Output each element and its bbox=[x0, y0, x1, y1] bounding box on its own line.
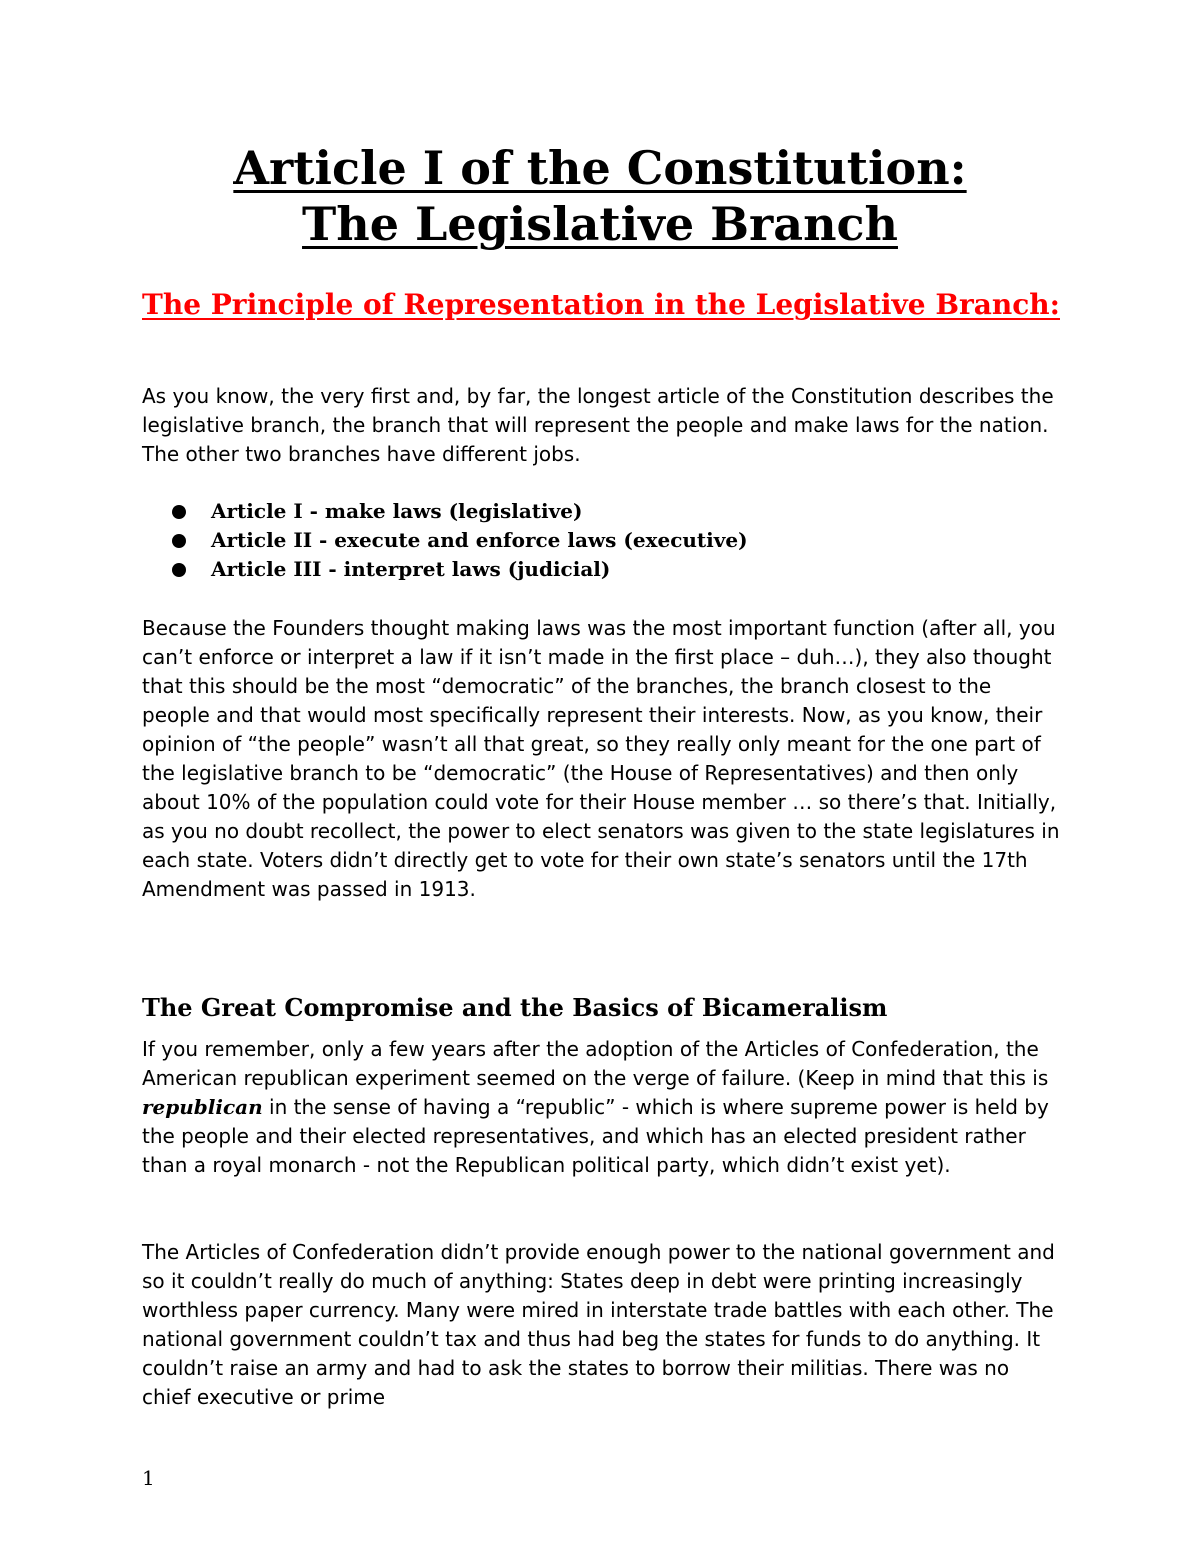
bullet-icon bbox=[172, 505, 186, 519]
list-item bbox=[172, 526, 748, 555]
articles-weakness-paragraph: The Articles of Confederation didn’t provide enough power to the national government and so it couldn’t really do much of anything: States deep in debt were printing increasingly worthless paper currency. Many were mired in interstate trade battles with each other. The national government couldn’t tax and thus had beg the states for funds to do anything. It couldn’t raise an army and had to ask the states to borrow their militias. There was no chief executive or prime bbox=[142, 1240, 1055, 1409]
title-line-2: The Legislative Branch bbox=[302, 197, 898, 251]
bullet-icon bbox=[172, 534, 186, 548]
emphasized-word: republican bbox=[142, 1095, 263, 1119]
list-item-text: Article I - make laws (legislative) bbox=[211, 499, 583, 523]
section-heading-great-compromise: The Great Compromise and the Basics of Bicameralism bbox=[142, 993, 888, 1022]
confederation-paragraph bbox=[142, 1035, 1062, 1180]
bullet-icon bbox=[172, 563, 186, 577]
title-line-1: Article I of the Constitution: bbox=[233, 141, 967, 195]
paragraph-text: in the sense of having a “republic” - which is where supreme power is held by the people and their elected representatives, and which has an elected president rather than a royal monarch - not the Republican political party, which didn’t exist yet). bbox=[142, 1095, 1049, 1177]
section-heading-representation: The Principle of Representation in the Legislative Branch: bbox=[142, 288, 1060, 321]
list-item-text: Article II - execute and enforce laws (executive) bbox=[211, 528, 748, 552]
document-title bbox=[0, 140, 1200, 252]
list-item bbox=[172, 555, 748, 584]
page-number: 1 bbox=[142, 1466, 155, 1490]
list-item bbox=[172, 497, 748, 526]
intro-paragraph: As you know, the very first and, by far, the longest article of the Constitution describes the legislative branch, the branch that will represent the people and make laws for the nation. The other two branches have different jobs. bbox=[142, 384, 1054, 466]
paragraph-text: If you remember, only a few years after the adoption of the Articles of Confederation, the American republican experiment seemed on the verge of failure. (Keep in mind that this is bbox=[142, 1037, 1049, 1090]
founders-paragraph: Because the Founders thought making laws was the most important function (after all, you can’t enforce or interpret a law if it isn’t made in the first place – duh…), they also thought that this should be the most “democratic” of the branches, the branch closest to the people and that would most specifically represent their interests. Now, as you know, their opinion of “the people” wasn’t all that great, so they really only meant for the one part of the legislative branch to be “democratic” (the House of Representatives) and then only about 10% of the population could vote for their House member … so there’s that. Initially, as you no doubt recollect, the power to elect senators was given to the state legislatures in each state. Voters didn’t directly get to vote for their own state’s senators until the 17th Amendment was passed in 1913. bbox=[142, 616, 1060, 901]
articles-list bbox=[172, 497, 748, 584]
list-item-text: Article III - interpret laws (judicial) bbox=[211, 557, 611, 581]
